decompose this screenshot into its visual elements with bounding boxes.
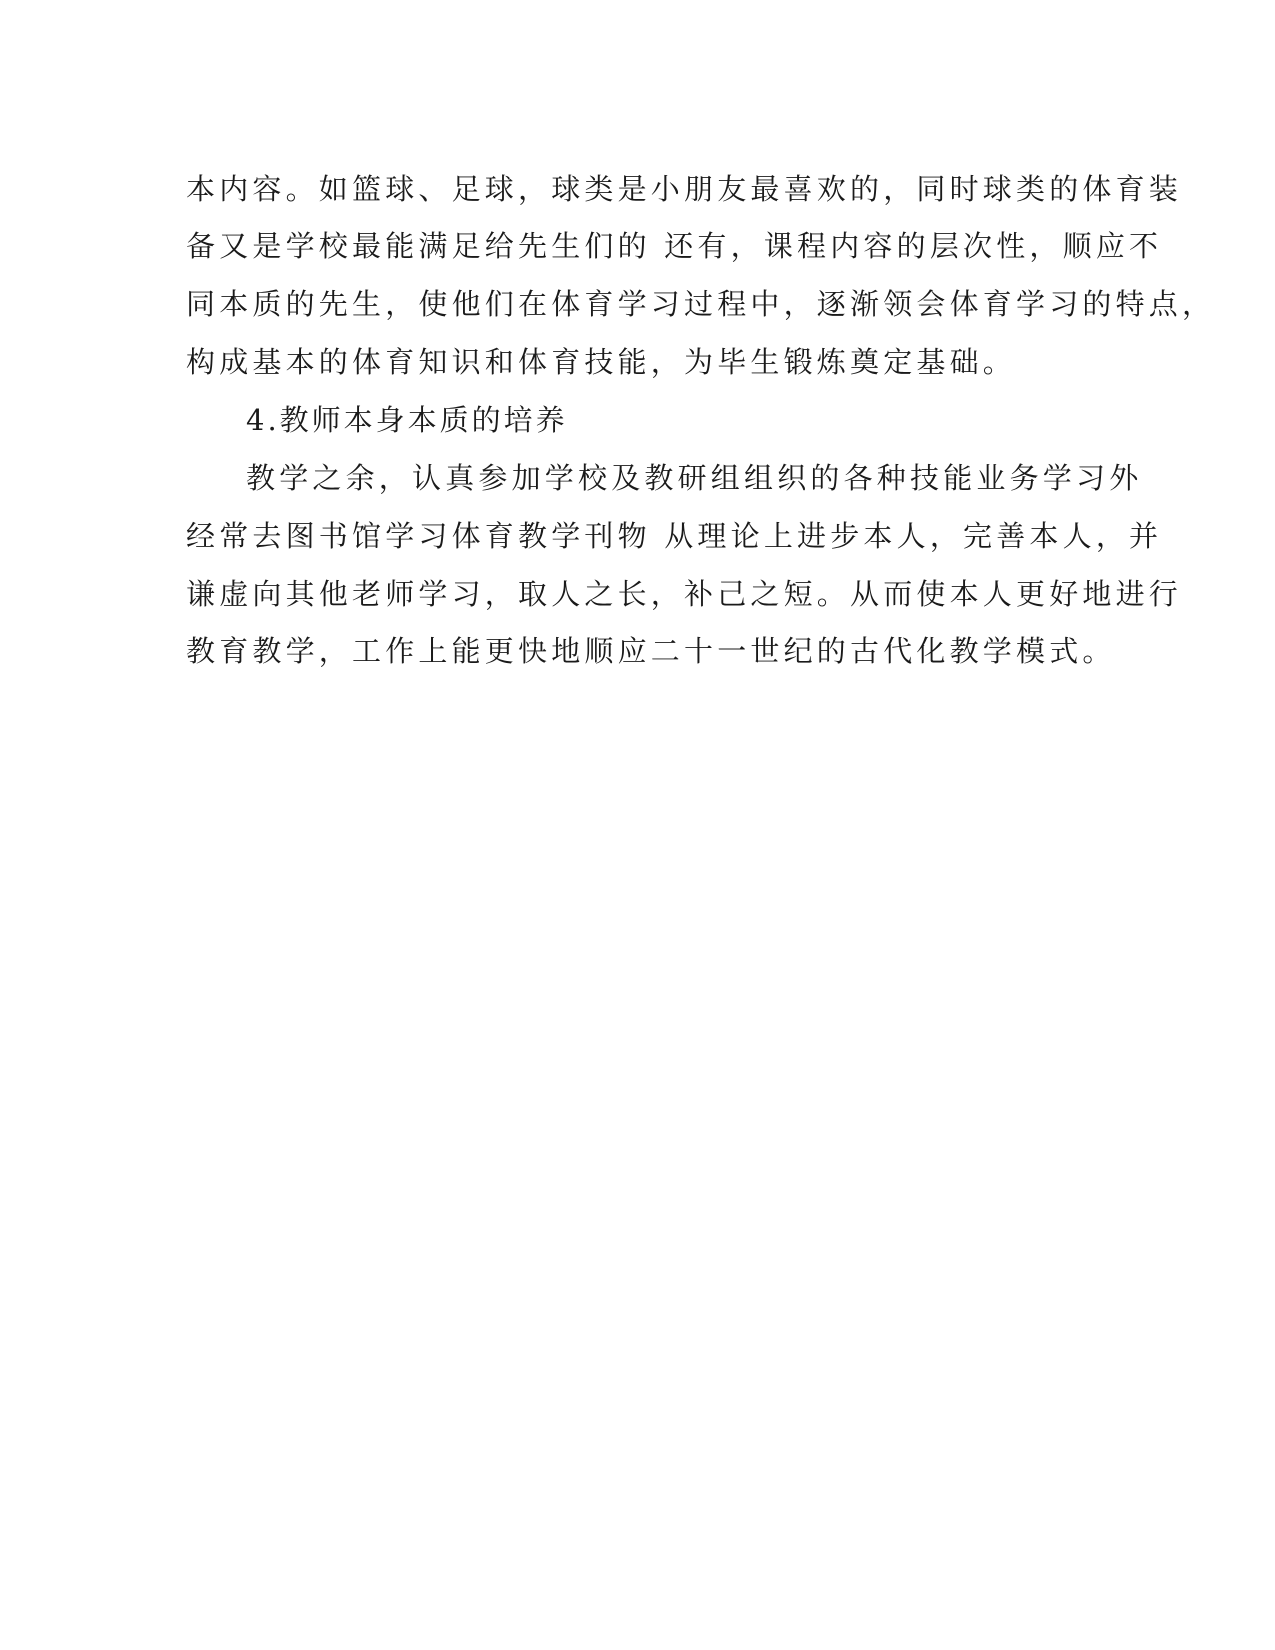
paragraph-line: 教育教学，工作上能更快地顺应二十一世纪的古代化教学模式。 (186, 634, 1116, 668)
paragraph-line: 经常去图书馆学习体育教学刊物 从理论上进步本人，完善本人，并 (186, 519, 1163, 553)
section-heading: 4.教师本身本质的培养 (246, 403, 568, 437)
paragraph-line: 本内容。如篮球、足球，球类是小朋友最喜欢的，同时球类的体育装 (186, 172, 1183, 206)
paragraph-line: 同本质的先生，使他们在体育学习过程中，逐渐领会体育学习的特点， (186, 287, 1216, 321)
paragraph-line: 备又是学校最能满足给先生们的 还有，课程内容的层次性，顺应不 (186, 229, 1163, 263)
paragraph-line: 谦虚向其他老师学习，取人之长，补己之短。从而使本人更好地进行 (186, 577, 1183, 611)
paragraph-line: 构成基本的体育知识和体育技能，为毕生锻炼奠定基础。 (186, 345, 1017, 379)
paragraph-line: 教学之余，认真参加学校及教研组组织的各种技能业务学习外 (246, 461, 1143, 495)
